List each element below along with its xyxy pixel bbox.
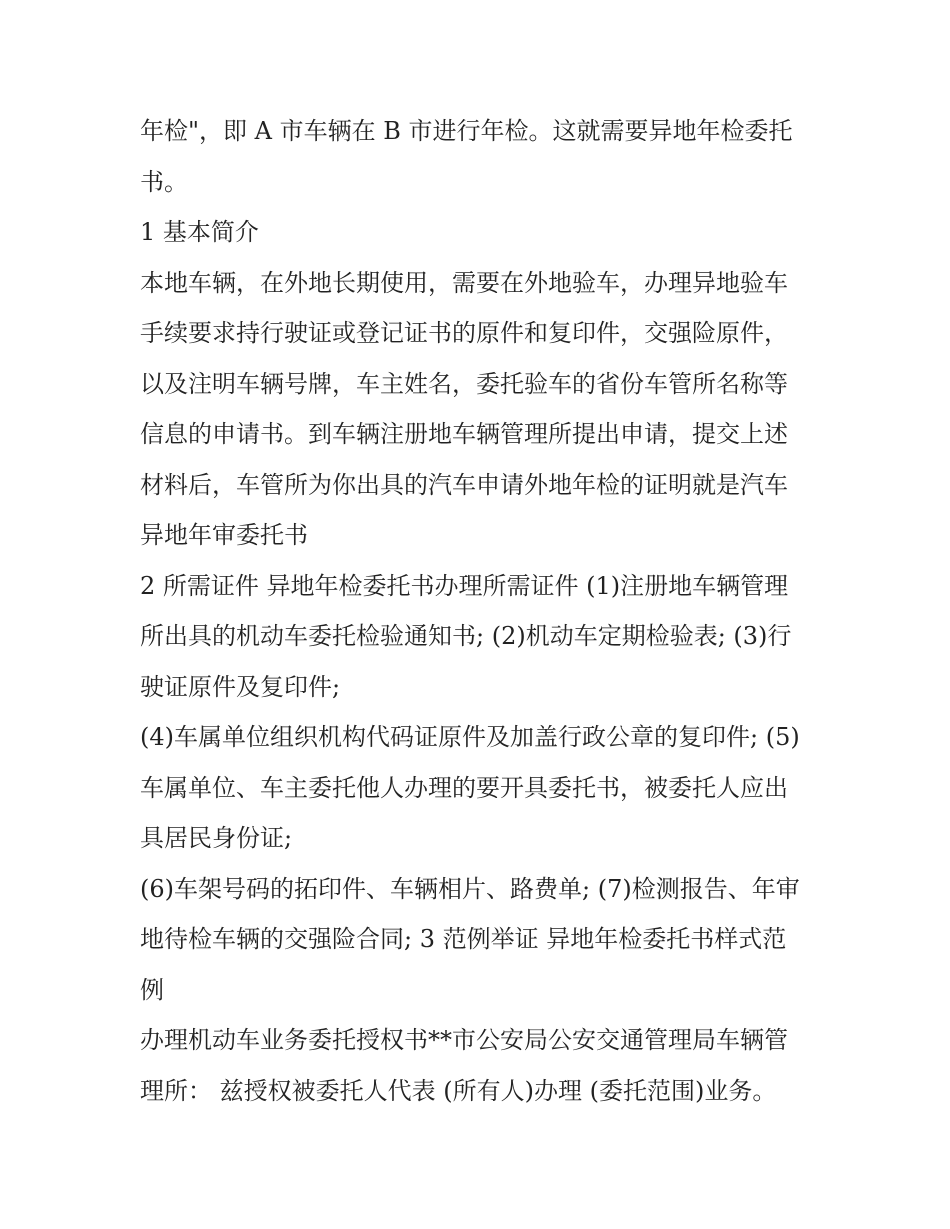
text-line: 驶证原件及复印件; bbox=[140, 672, 341, 701]
text-line: 材料后，车管所为你出具的汽车申请外地年检的证明就是汽车 bbox=[140, 470, 788, 499]
document-body bbox=[140, 106, 820, 1116]
text-line: 以及注明车辆号牌，车主姓名，委托验车的省份车管所名称等 bbox=[140, 369, 788, 398]
text-line: 书。 bbox=[140, 167, 188, 196]
text-line: 异地年审委托书 bbox=[140, 521, 308, 549]
text-line: 2 所需证件 异地年检委托书办理所需证件 (1)注册地车辆管理 bbox=[140, 571, 789, 600]
text-line: 本地车辆，在外地长期使用，需要在外地验车，办理异地验车 bbox=[140, 268, 788, 297]
text-line: 年检"，即 A 市车辆在 B 市进行年检。这就需要异地年检委托 bbox=[140, 117, 793, 145]
text-line: (6)车架号码的拓印件、车辆相片、路费单; (7)检测报告、年审 bbox=[140, 874, 800, 903]
text-line: 信息的申请书。到车辆注册地车辆管理所提出申请，提交上述 bbox=[140, 420, 788, 448]
text-line: (4)车属单位组织机构代码证原件及加盖行政公章的复印件; (5) bbox=[140, 723, 800, 751]
text-line: 手续要求持行驶证或登记证书的原件和复印件，交强险原件， bbox=[140, 319, 788, 347]
text-line: 具居民身份证; bbox=[140, 824, 293, 852]
section-heading-intro: 1 基本简介 bbox=[140, 218, 259, 246]
text-line: 理所： 兹授权被委托人代表 (所有人)办理 (委托范围)业务。 bbox=[140, 1076, 777, 1105]
text-line: 车属单位、车主委托他人办理的要开具委托书，被委托人应出 bbox=[140, 773, 788, 802]
text-line: 办理机动车业务委托授权书**市公安局公安交通管理局车辆管 bbox=[140, 1026, 788, 1054]
text-line: 所出具的机动车委托检验通知书; (2)机动车定期检验表; (3)行 bbox=[140, 622, 792, 650]
text-line: 例 bbox=[140, 975, 164, 1004]
text-line: 地待检车辆的交强险合同; 3 范例举证 异地年检委托书样式范 bbox=[140, 925, 787, 953]
